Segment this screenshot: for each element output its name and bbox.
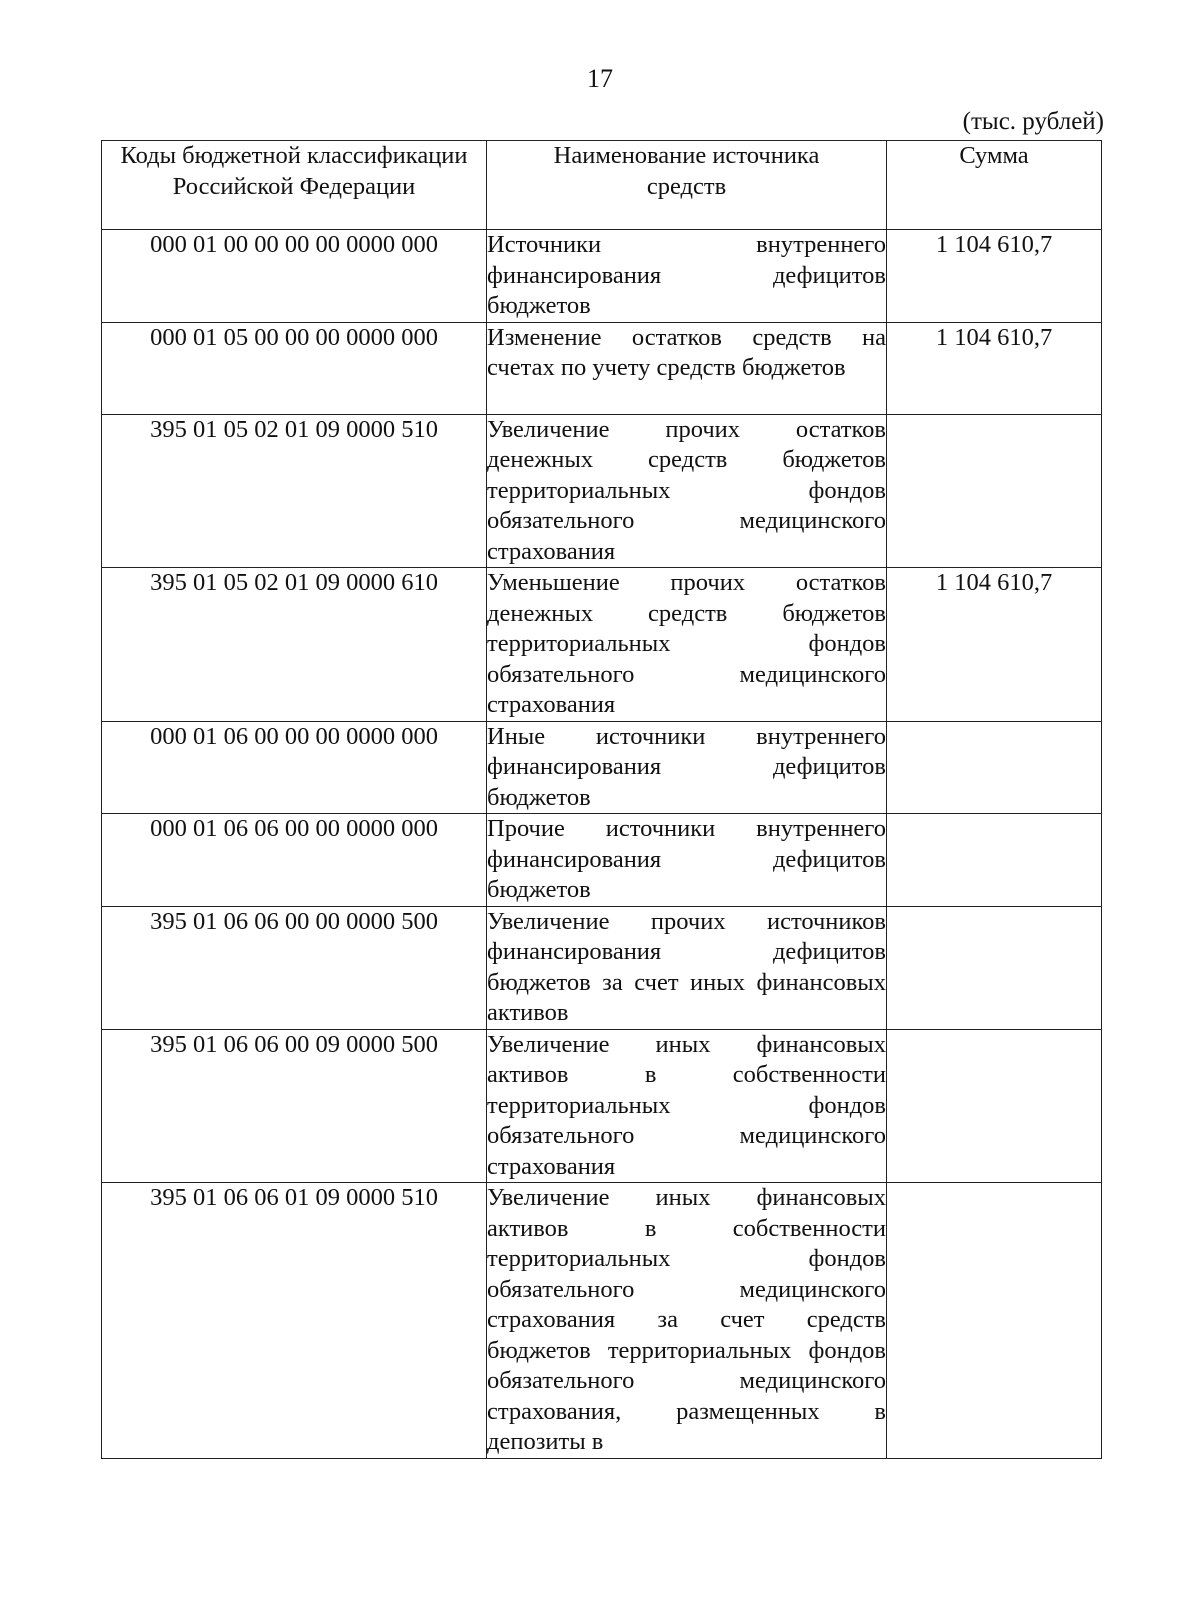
row-code: 395 01 06 06 01 09 0000 510 bbox=[102, 1183, 487, 1459]
header-name-label: Наименование источника средств bbox=[553, 142, 820, 200]
row-code: 000 01 00 00 00 00 0000 000 bbox=[102, 230, 487, 323]
table-row bbox=[102, 906, 1102, 1029]
header-codes bbox=[102, 141, 487, 230]
table-row bbox=[102, 814, 1102, 907]
row-code: 000 01 05 00 00 00 0000 000 bbox=[102, 322, 487, 414]
row-code: 395 01 06 06 00 00 0000 500 bbox=[102, 906, 487, 1029]
row-code: 395 01 06 06 00 09 0000 500 bbox=[102, 1029, 487, 1183]
row-name: Уменьшение прочих остатков денежных средств бюджетов территориальных фондов обязательного медицинского страхования bbox=[487, 568, 887, 722]
row-sum: 1 104 610,7 bbox=[887, 568, 1102, 722]
row-name: Увеличение иных финансовых активов в собственности территориальных фондов обязательного медицинского страхования за счет средств бюджетов территориальных фондов обязательного медицинского страхования, размещенных в депозиты в bbox=[487, 1183, 887, 1459]
row-name: Прочие источники внутреннего финансирования дефицитов бюджетов bbox=[487, 814, 887, 907]
row-sum: 1 104 610,7 bbox=[887, 322, 1102, 414]
table-row bbox=[102, 1029, 1102, 1183]
table-row bbox=[102, 322, 1102, 414]
row-sum bbox=[887, 814, 1102, 907]
row-sum bbox=[887, 721, 1102, 814]
table-row bbox=[102, 230, 1102, 323]
row-sum bbox=[887, 1029, 1102, 1183]
row-sum: 1 104 610,7 bbox=[887, 230, 1102, 323]
table-row bbox=[102, 1183, 1102, 1459]
header-codes-label: Коды бюджетной классификации Российской Федерации bbox=[120, 142, 468, 200]
row-name: Иные источники внутреннего финансирования дефицитов бюджетов bbox=[487, 721, 887, 814]
table-header-row bbox=[102, 141, 1102, 230]
row-sum bbox=[887, 906, 1102, 1029]
row-name: Увеличение прочих остатков денежных средств бюджетов территориальных фондов обязательного медицинского страхования bbox=[487, 414, 887, 568]
row-code: 395 01 05 02 01 09 0000 610 bbox=[102, 568, 487, 722]
row-name: Увеличение иных финансовых активов в собственности территориальных фондов обязательного медицинского страхования bbox=[487, 1029, 887, 1183]
row-name: Увеличение прочих источников финансирования дефицитов бюджетов за счет иных финансовых активов bbox=[487, 906, 887, 1029]
header-sum-label: Сумма bbox=[959, 142, 1029, 169]
header-sum bbox=[887, 141, 1102, 230]
page-number: 17 bbox=[587, 64, 613, 93]
row-name: Источники внутреннего финансирования дефицитов бюджетов bbox=[487, 230, 887, 323]
table-row bbox=[102, 414, 1102, 568]
header-name bbox=[487, 141, 887, 230]
row-name: Изменение остатков средств на счетах по учету средств бюджетов bbox=[487, 322, 887, 414]
table-row bbox=[102, 568, 1102, 722]
row-sum bbox=[887, 1183, 1102, 1459]
budget-sources-table bbox=[101, 140, 1102, 1459]
row-code: 000 01 06 06 00 00 0000 000 bbox=[102, 814, 487, 907]
row-code: 000 01 06 00 00 00 0000 000 bbox=[102, 721, 487, 814]
row-sum bbox=[887, 414, 1102, 568]
units-label: (тыс. рублей) bbox=[962, 108, 1104, 135]
table-row bbox=[102, 721, 1102, 814]
row-code: 395 01 05 02 01 09 0000 510 bbox=[102, 414, 487, 568]
